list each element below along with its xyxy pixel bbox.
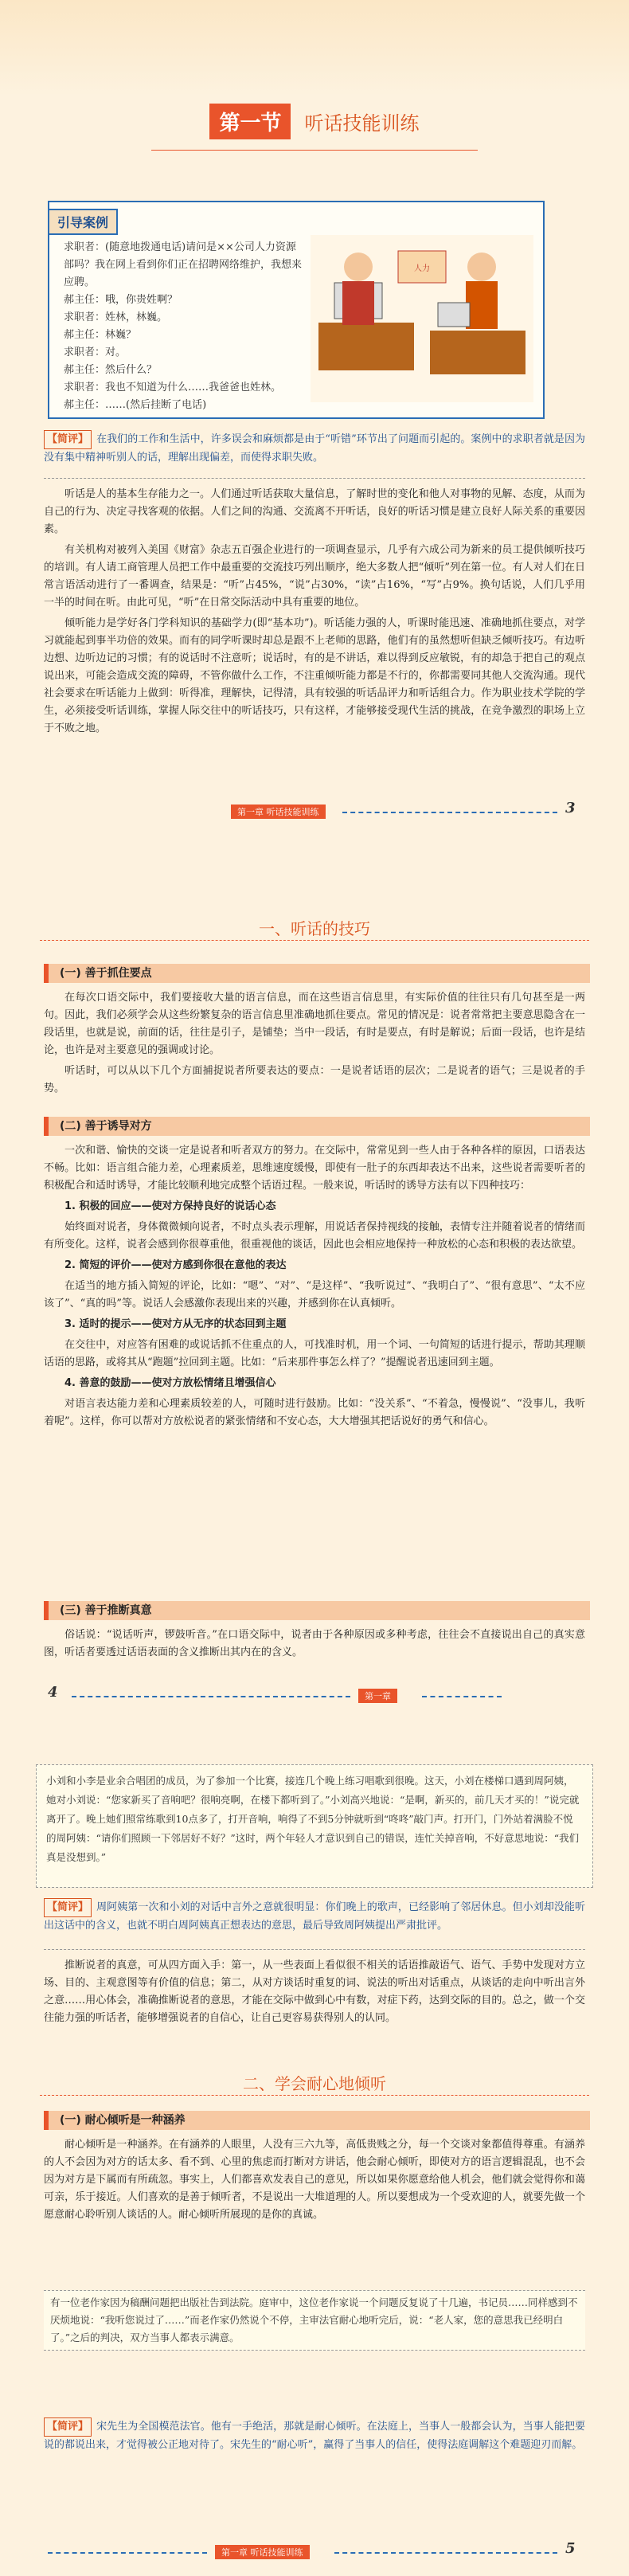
story2-comment	[44, 2417, 585, 2457]
comment-tag: 【简评】	[44, 1898, 92, 1917]
sub3-body	[44, 1627, 585, 1665]
dialogue-line: 郝主任：林巍？	[64, 329, 137, 341]
paragraph: 推断说者的真意，可从四方面入手：第一，从一些表面上看似很不相关的话语推敲语气、语气、手势中发现对方立场、目的、主观意图等有价值的信息；第二，从对方谈话时重复的词、说法的听出对话重点，从谈话的走向中听出言外之意……用心体会，准确推断说者的意思，才能在交际中做到心中有数，对症下药，达到交际的目的。总之，做一个交往能力强的听话者，能够增强说者的自信心，让自己更容易获得别人的认同。	[44, 1959, 585, 2024]
section-rule	[40, 2095, 589, 2096]
dialogue-line: 求职者：姓林，林巍。	[64, 311, 168, 323]
comment-tag: 【简评】	[44, 430, 92, 449]
dialogue	[64, 239, 303, 414]
footer-rule	[334, 2552, 557, 2554]
technique-title: 4. 善意的鼓励——使对方放松情绪且增强信心	[64, 1377, 276, 1389]
paragraph: 在适当的地方插入简短的评论，比如：“嗯”、“对”、“是这样”、“我听说过”、“我明白了”、“很有意思”、“太不应该了”、“真的吗”等。说话人会感激你表现出来的兴趣，并感到你在认真倾听。	[44, 1280, 585, 1310]
phone-call-illustration	[311, 235, 533, 402]
page-5	[0, 1717, 629, 2576]
subheading-text: (二) 善于诱导对方	[60, 1120, 152, 1133]
paragraph: 听话时，可以从以下几个方面捕捉说者所要表达的要点：一是说者话语的层次；二是说者的语气；三是说者的手势。	[44, 1065, 585, 1094]
section-heading: 一、听话的技巧	[259, 919, 370, 938]
paragraph: 在每次口语交际中，我们要接收大量的语言信息，而在这些语言信息里，有实际价值的往往只有几句甚至是一两句。因此，我们必须学会从这些纷繁复杂的语言信息里准确地抓住要点。常见的情况是：说者常常把主要意思隐含在一段话里，也就是说，前面的话，往往是引子，是铺垫；当中一段话，有时是要点，有时是解说；后面一段话，也许是结论，也许是对主要意见的强调或讨论。	[44, 992, 585, 1056]
paragraph: 始终面对说者，身体微微倾向说者，不时点头表示理解，用说话者保持视线的接触，表情专注并随着说者的情绪而有所变化。这样，说者会感到你很尊重他，很重视他的谈话，因此也会相应地保持一种放松的心态和积极的表达欲望。	[44, 1221, 585, 1251]
story-comment	[44, 1898, 585, 1938]
subheading-1	[44, 2111, 590, 2130]
paragraph: 听话是人的基本生存能力之一。人们通过听话获取大量信息，了解时世的变化和他人对事物的见解、态度，从而为自己的行为、决定寻找客观的依据。人们之间的沟通、交流离不开听话，良好的听话习惯是建立良好人际关系的重要因素。	[44, 488, 585, 535]
story-box-2: 有一位老作家因为稿酬问题把出版社告到法院。庭审中，这位老作家说一个问题反复说了十几遍，书记员……同样感到不厌烦地说：“我听您说过了……”而老作家仍然说个不停，主审法官耐心地听完后，说：“老人家，您的意思我已经明白了。”之后的判决，双方当事人都表示满意。	[44, 2290, 585, 2351]
section-rule	[40, 940, 589, 941]
comment-text: 在我们的工作和生活中，许多误会和麻烦都是由于“听错”环节出了问题而引起的。案例中的求职者就是因为没有集中精神听别人的话，理解出现偏差，而使得求职失败。	[44, 433, 585, 464]
page-footer	[48, 800, 581, 819]
subheading-2	[44, 1117, 590, 1136]
sub1-body	[44, 989, 585, 1101]
sub2-body	[44, 1142, 585, 1434]
page-4	[0, 860, 629, 1717]
dialogue-line: 求职者：我也不知道为什么……我爸爸也姓林。	[64, 382, 282, 393]
header-band	[0, 0, 629, 96]
comment-tag: 【简评】	[44, 2417, 92, 2437]
intro-paragraphs	[44, 486, 585, 741]
dialogue-line: 郝主任：……(然后挂断了电话)	[64, 399, 207, 411]
paragraph: 有关机构对被列入美国《财富》杂志五百强企业进行的一项调查显示，几乎有六成公司为新来的员工提供倾听技巧的培训。有人请工商管理人员把工作中最重要的交流技巧列出顺序，绝大多数人把“倾听”列在第一位。有人对人们在日常言语活动进行了一番调查，结果是：“听”占45%，“说”占30%，“读”占16%，“写”占9%。换句话说，人们几乎用一半的时间在听。由此可见，“听”在日常交际活动中具有重要的地位。	[44, 544, 585, 609]
section-title: 听话技能训练	[304, 112, 420, 135]
divider	[44, 1949, 585, 1950]
page-number: 3	[565, 800, 576, 816]
subheading-text: (一) 善于抓住要点	[60, 967, 152, 980]
story-box: 小刘和小李是业余合唱团的成员，为了参加一个比赛，接连几个晚上练习唱歌到很晚。这天，小刘在楼梯口遇到周阿姨，她对小刘说：“您家新买了音响吧？很响亮啊，在楼下都听到了。”小刘高兴地说：“是啊，新买的，前几天才买的！”说完就离开了。晚上她们照常练歌到10点多了，打开音响，响得了不到5分钟就听到“咚咚”敲门声。打开门，门外站着满脸不悦的周阿姨：“请你们照顾一下邻居好不好？”这时，两个年轻人才意识到自己的错误，连忙关掉音响，不好意思地说：“我们真是没想到。”	[36, 1764, 593, 1888]
page-3	[0, 0, 629, 860]
dialogue-line: 求职者：对。	[64, 346, 127, 358]
footer-rule	[422, 1696, 502, 1697]
inference-body	[44, 1957, 585, 2030]
paragraph: 俗话说：“说话听声，锣鼓听音。”在口语交际中，说者由于各种原因或多种考虑，往往会不直接说出自己的真实意图，听话者要透过话语表面的含义推断出其内在的含义。	[44, 1629, 585, 1658]
subheading-text: (三) 善于推断真意	[60, 1604, 152, 1617]
dialogue-line: 求职者：(随意地拨通电话)请问是××公司人力资源部吗？我在网上看到你们正在招聘网络维护，我想来应聘。	[64, 241, 303, 288]
section-label: 第一节	[209, 104, 291, 139]
footer-chapter: 第一章 听话技能训练	[215, 2545, 310, 2559]
dialogue-line: 郝主任：然后什么？	[64, 364, 158, 376]
paragraph: 对语言表达能力差和心理素质较差的人，可随时进行鼓励。比如：“没关系”、“不着急，慢慢说”、“没事儿，我听着呢”。这样，你可以帮对方放松说者的紧张情绪和不安心态，大大增强其把话说好的勇气和信心。	[44, 1398, 585, 1427]
page-number: 5	[565, 2540, 576, 2557]
footer-chapter: 第一章 听话技能训练	[231, 805, 326, 819]
technique-title: 3. 适时的提示——使对方从无序的状态回到主题	[64, 1318, 287, 1330]
footer-rule	[342, 812, 557, 813]
patience-body	[44, 2136, 585, 2227]
title-rule	[151, 150, 478, 151]
guide-comment	[44, 430, 585, 470]
paragraph: 倾听能力是学好各门学科知识的基础学力(即“基本功”)。听话能力强的人，听课时能迅速、准确地抓住要点，对学习就能起到事半功倍的效果。而有的同学听课时却总是跟不上老师的思路，他们有的虽然想听但缺乏倾听技巧。有边听边想、边听边记的习惯；有的说话时不注意听；说话时，有的是不讲话，难以得到反应敏锐，有的却急于把自己的观点说出来，可能会造成交流的障碍，不管你做什么工作，不注重倾听能力都是不行的，你都需要同其他人交流沟通。现代社会要求在听话能力上做到：听得准，理解快，记得清，具有较强的听话品评力和听话组合力。作为职业技术学院的学生，必须接受听话训练，掌握人际交往中的听话技巧，只有这样，才能够接受现代生活的挑战，在竞争激烈的职场上立于不败之地。	[44, 617, 585, 734]
footer-chapter: 第一章	[358, 1689, 397, 1703]
comment-text: 宋先生为全国模范法官。他有一手绝活，那就是耐心倾听。在法庭上，当事人一般都会认为，当事人能把要说的都说出来，才觉得被公正地对待了。宋先生的“耐心听”，赢得了当事人的信任，使得法庭调解这个难题迎刃而解。	[44, 2421, 585, 2451]
page-number: 4	[48, 1684, 58, 1701]
page-footer	[48, 2540, 581, 2559]
paragraph: 在交往中，对应答有困难的或说话抓不住重点的人，可找准时机，用一个词、一句简短的话进行提示，帮助其理顺话语的思路，或将其从“跑题”拉回到主题。比如：“后来那件事怎么样了？”提醒说者迅速回到主题。	[44, 1339, 585, 1368]
subheading-text: (一) 耐心倾听是一种涵养	[60, 2114, 186, 2127]
svg-text:人力: 人力	[414, 264, 430, 273]
page-footer	[48, 1684, 581, 1703]
subheading-1	[44, 964, 590, 983]
divider	[44, 478, 585, 479]
guide-tab: 引导案例	[48, 209, 118, 235]
chapter-title	[0, 104, 629, 139]
section-heading: 二、学会耐心地倾听	[243, 2074, 386, 2093]
comment-text: 周阿姨第一次和小刘的对话中言外之意就很明显：你们晚上的歌声，已经影响了邻居休息。但小刘却没能听出这话中的含义，也就不明白周阿姨真正想表达的意思，最后导致周阿姨提出严肃批评。	[44, 1901, 585, 1932]
footer-rule	[72, 1696, 350, 1697]
paragraph: 一次和谐、愉快的交谈一定是说者和听者双方的努力。在交际中，常常见到一些人由于各种各样的原因，口语表达不畅。比如：语言组合能力差，心理素质差，思维速度缓慢，即使有一肚子的东西却表达不出来，这些说者需要听者的积极配合和适时诱导，才能比较顺利地完成整个话语过程。一般来说，听话时的诱导方法有以下四种技巧：	[44, 1145, 585, 1192]
footer-rule	[48, 2552, 207, 2554]
technique-title: 2. 简短的评价——使对方感到你很在意他的表达	[64, 1259, 287, 1271]
subheading-3	[44, 1601, 590, 1620]
technique-title: 1. 积极的回应——使对方保持良好的说话心态	[64, 1200, 276, 1212]
dialogue-line: 郝主任：哦，你贵姓啊？	[64, 294, 178, 306]
paragraph: 耐心倾听是一种涵养。在有涵养的人眼里，人没有三六九等，高低贵贱之分，每一个交谈对象都值得尊重。有涵养的人不会因为对方的话太多、看不到、心里的焦虑而打断对方讲话，他会耐心倾听，即使对方的语言逻辑混乱，也不会因为对方是下属而有所疏忽。事实上，人们都喜欢发表自己的意见，所以如果你愿意给他人机会，他们就会觉得你和蔼可亲，乐于接近。人们喜欢的是善于倾听者，不是说出一大堆道理的人。所以要想成为一个受欢迎的人，就要先做一个愿意耐心聆听别人谈话的人。耐心倾听所展现的是你的真诚。	[44, 2139, 585, 2221]
